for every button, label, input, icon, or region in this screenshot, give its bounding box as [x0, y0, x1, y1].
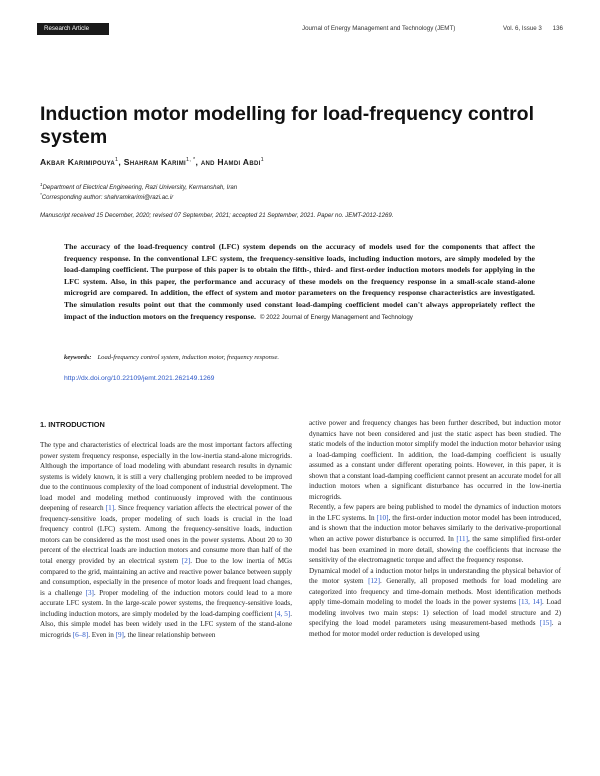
body-text: Dynamical model of a induction motor helps in understanding the physical behavior of the motor system [309, 566, 561, 586]
keywords [64, 354, 279, 361]
citation-link[interactable]: [9] [115, 630, 124, 639]
copyright-notice: © 2022 Journal of Energy Management and Technology [259, 313, 413, 321]
citation-link[interactable]: [13, 14] [518, 598, 542, 607]
journal-name: Journal of Energy Management and Technology (JEMT) [302, 25, 456, 32]
author-affiliation-mark: 1 [260, 157, 264, 164]
affiliation-text: Department of Electrical Engineering, Razi University, Kermanshah, Iran [42, 184, 238, 192]
journal-volume: Vol. 6, Issue 3 [503, 25, 542, 32]
page-number: 136 [552, 25, 563, 32]
corresponding-mark: * [40, 192, 42, 197]
citation-link[interactable]: [4, 5] [274, 609, 291, 618]
body-text: . Due to the low inertia of MGs compared to the grid, maintaining an active and reactive power balance between supply and consumption, especially in the presence of motor loads and frequent load changes, is a challenge [40, 557, 292, 597]
author-name: Hamdi Abdi [217, 157, 261, 167]
body-text: , the linear relationship between [123, 630, 216, 639]
abstract [64, 241, 535, 323]
body-text: . Load modeling involves two main steps: 1) selection of load model structure and 2) specifying the load model parameters using measurement-based methods [309, 598, 561, 628]
citation-link[interactable]: [11] [456, 535, 468, 544]
corresponding-text: Corresponding author: shahramkarimi@razi.ac.ir [41, 194, 174, 202]
doi-link[interactable]: http://dx.doi.org/10.22109/jemt.2021.262149.1269 [64, 375, 215, 382]
article-type-badge: Research Article [37, 23, 109, 35]
citation-link[interactable]: [2] [181, 557, 191, 566]
citation-link[interactable]: [6–8] [72, 630, 89, 639]
affiliation-mark: 1 [40, 182, 43, 187]
intro-paragraph [40, 440, 292, 640]
manuscript-history: Manuscript received 15 December, 2020; revised 07 September, 2021; accepted 21 September, 2021. Paper no. JEMT-2012-1269. [40, 212, 394, 219]
citation-link[interactable]: [1] [105, 504, 115, 513]
author-name: Shahram Karimi [123, 157, 186, 167]
body-text: Recently, a few papers are being published to model the dynamics of induction motors in the LFC systems. In [309, 503, 561, 522]
keywords-text: Load-frequency control system, induction motor, frequency response. [97, 354, 280, 361]
body-text: . Even in [88, 630, 116, 639]
left-column [40, 440, 292, 640]
body-text: . Also, this simple model has been widely used in the LFC system of the stand-alone microgrids [40, 609, 293, 639]
body-text: The type and characteristics of electrical loads are the most important factors affecting power system frequency response, especially in the low-inertia stand-alone microgrids. Although the importance of load modeling with abundant research results in dynamic systems is widely known, it is still a very challenging problem needed to be improved due to the continuous complexity of the load component of industrial development. The load model and modeling method continuously improved with the continuous deepening of research [40, 441, 292, 513]
author-list [40, 157, 264, 167]
intro-paragraph [309, 418, 561, 502]
body-text: . Since frequency variation affects the electrical power of the frequency-sensitive loads, proper modeling of such loads is crucial in the load frequency control (LFC) system. Among the frequency-sensitive loads, induction motors can be considered as the most used ones in the power systems. About 20 to 30 percent of the electrical loads are induction motors and consume more than half of the total energy provided by an electrical system [40, 504, 292, 566]
body-text: , the same simplified first-order model has been examined in more detail, showing the coefficients that increase the sensitivity of the electromagnetic torque and affect the frequency response. [309, 535, 561, 565]
affiliation [40, 182, 237, 191]
body-text: active power and frequency changes has been further described, but induction motor dynamics have not been considered and just the static aspect has been studied. The static models of the induction motor simplify model the induction motor behavior using a load-damping coefficient. In addition, the load-damping coefficient is usually assumed as a constant under different operating points. However, in this paper, it is shown that a constant load-damping coefficient cannot present an accurate model for all induction motors when a significant disturbance has occurred in the low-inertia microgrids. [309, 419, 561, 501]
author-separator: , and [195, 157, 218, 167]
body-text: . Generally, all proposed methods for load modeling are categorized into frequency and time-domain methods. Most identification methods apply time-domain modeling to model the loads in the power systems [309, 577, 561, 607]
citation-link[interactable]: [10] [376, 513, 389, 522]
paper-title: Induction motor modelling for load-frequency control system [40, 103, 534, 148]
author-separator: , [118, 157, 124, 167]
body-text: , the first-order induction motor model has been introduced, and is shown that the induction motor behaves similarly to the derivative-proportional when an active power disturbance is occurred. In [309, 513, 561, 544]
intro-paragraph [309, 502, 561, 565]
running-header [37, 23, 563, 35]
corresponding-author [40, 192, 173, 201]
citation-link[interactable]: [15] [539, 619, 552, 628]
right-column [309, 418, 561, 639]
body-text: . a method for motor model order reduction is developed using [309, 619, 561, 638]
abstract-text: The accuracy of the load-frequency control (LFC) system depends on the accuracy of models used for the components that affect the frequency response. In the conventional LFC system, the frequency-sensitive loads, including induction motors, are simply modeled by the load-damping coefficient. The purpose of this paper is to obtain the fifth-, third- and first-order induction motors models for applying in the LFC system. Also, in this paper, the performance and accuracy of these models on the frequency response in a small-scale stand-alone microgrid are compared. In addition, the effect of system and motor parameters on the frequency response characteristics are investigated. The simulation results point out that the commonly used constant load-damping coefficient model can't always appropriately reflect the impact of the induction motors on the frequency response. [64, 242, 535, 321]
section-heading: 1. INTRODUCTION [40, 420, 105, 429]
author-affiliation-mark: 1, * [185, 157, 196, 164]
citation-link[interactable]: [3] [85, 588, 94, 597]
author-affiliation-mark: 1 [115, 157, 119, 164]
keywords-label: keywords: [64, 354, 92, 361]
body-text: . Proper modeling of the induction motors could lead to a more accurate LFC system. In the large-scale power systems, the frequency-sensitive loads, including induction motors, are simply modeled by the load-damping coefficient [40, 588, 292, 618]
author-name: Akbar Karimipouya [40, 157, 116, 167]
intro-paragraph [309, 566, 561, 640]
citation-link[interactable]: [12] [368, 577, 380, 586]
